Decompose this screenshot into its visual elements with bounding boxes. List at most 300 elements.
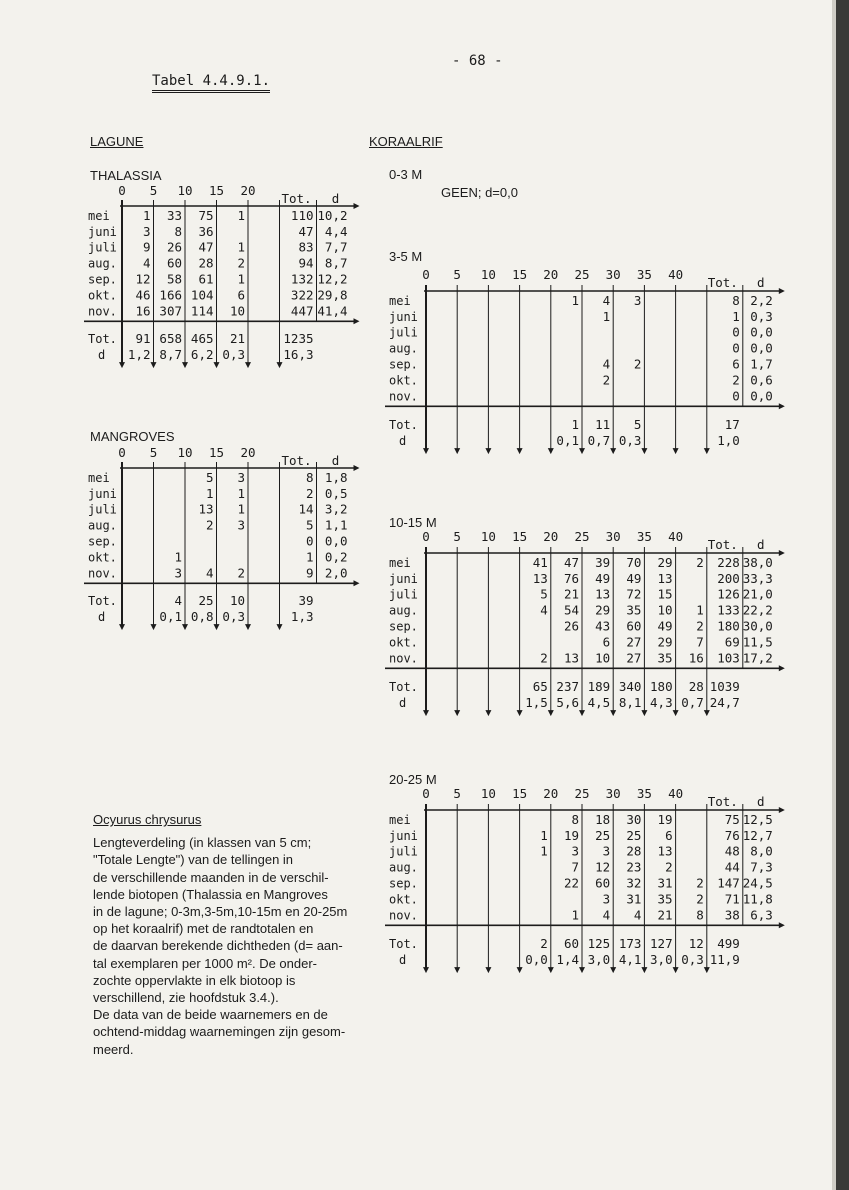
table-cell: 1 <box>602 308 611 324</box>
tot-header: Tot. <box>281 191 312 206</box>
caption-line: in de lagune; 0-3m,3-5m,10-15m en 20-25m <box>93 904 348 920</box>
row-density: 7,7 <box>324 239 348 255</box>
row-total: 0 <box>732 340 740 356</box>
row-density: 41,4 <box>317 303 348 319</box>
row-density: 8,0 <box>750 843 773 859</box>
row-label: okt. <box>389 373 418 388</box>
table-cell: 114 <box>190 303 214 319</box>
density-cell: 0,3 <box>618 433 642 449</box>
table-cell: 54 <box>563 602 579 618</box>
table-cell: 29 <box>657 554 673 570</box>
column-header-label: 10 <box>177 183 193 198</box>
row-density: 0,6 <box>750 372 773 388</box>
table-cell: 1 <box>237 485 245 501</box>
total-cell: 173 <box>618 936 642 952</box>
column-header-label: 30 <box>605 267 621 282</box>
row-label: nov. <box>88 304 117 319</box>
table-cell: 12 <box>595 859 611 875</box>
table-cell: 3 <box>237 469 245 485</box>
caption-line: "Totale Lengte") van de tellingen in <box>93 852 294 868</box>
table-cell: 1 <box>142 207 151 223</box>
row-total: 180 <box>717 618 740 634</box>
table-cell: 5 <box>540 586 548 602</box>
column-header-label: 10 <box>480 267 496 282</box>
table-cell: 35 <box>626 602 642 618</box>
table-cell: 41 <box>532 554 548 570</box>
section-lagune: LAGUNE <box>90 134 144 149</box>
table-cell: 8 <box>696 907 704 923</box>
totals-arrow <box>779 665 785 671</box>
grid-arrow <box>245 362 251 368</box>
table-cell: 3 <box>633 292 642 308</box>
row-total: 132 <box>290 271 314 287</box>
grid-arrow <box>517 448 523 454</box>
table-cell: 27 <box>626 634 642 650</box>
table-cell: 47 <box>198 239 214 255</box>
grid-arrow <box>673 967 679 973</box>
row-total: 1 <box>732 308 740 324</box>
table-cell: 8 <box>174 223 182 239</box>
table-cell: 2 <box>237 255 245 271</box>
row-density: 30,0 <box>742 618 773 634</box>
grid-arrow <box>182 362 188 368</box>
column-header-label: 15 <box>208 183 225 198</box>
grid-arrow <box>119 362 125 368</box>
row-label: sep. <box>389 619 418 634</box>
header-arrow <box>354 465 360 471</box>
grand-total: 1039 <box>709 679 740 695</box>
column-header-label: 0 <box>118 445 126 460</box>
d-header: d <box>331 453 340 468</box>
table-title-0-3m: 0-3 M <box>389 167 423 182</box>
table-cell: 29 <box>595 602 611 618</box>
column-header-label: 0 <box>422 267 430 282</box>
density-cell: 0,1 <box>556 433 579 449</box>
table-cell: 6 <box>602 634 611 650</box>
grid-arrow <box>277 362 283 368</box>
row-total: 133 <box>717 602 740 618</box>
table-cell: 39 <box>595 554 611 570</box>
table-cell: 30 <box>626 811 642 827</box>
d-header: d <box>757 537 765 552</box>
row-label: juli <box>389 325 418 340</box>
table-title-10-15m: 10-15 M <box>389 515 437 530</box>
density-cell: 0,3 <box>222 609 245 625</box>
row-label: mei <box>389 812 411 827</box>
row-total: 8 <box>305 469 314 485</box>
table-cell: 7 <box>571 859 579 875</box>
table-cell: 2 <box>237 565 245 581</box>
column-header-label: 35 <box>636 529 652 544</box>
row-label: mei <box>389 555 411 570</box>
table-cell: 1 <box>237 207 245 223</box>
table-cell: 21 <box>657 907 673 923</box>
row-label: okt. <box>88 288 117 303</box>
table-cell: 15 <box>657 586 673 602</box>
table-cell: 5 <box>205 469 214 485</box>
row-total: 0 <box>732 388 740 404</box>
table-cell: 28 <box>626 843 642 859</box>
row-label: nov. <box>88 566 117 581</box>
row-total: 447 <box>290 303 314 319</box>
grid-arrow <box>610 448 616 454</box>
row-density: 0,0 <box>324 533 348 549</box>
table-cell: 47 <box>563 554 579 570</box>
column-header-label: 20 <box>240 183 256 198</box>
row-label: sep. <box>389 357 418 372</box>
table-cell: 2 <box>696 618 704 634</box>
table-cell: 75 <box>198 207 214 223</box>
table-cell: 26 <box>563 618 579 634</box>
grid-arrow <box>548 448 554 454</box>
grid-arrow <box>704 967 710 973</box>
row-total: 2 <box>732 372 740 388</box>
caption-line: ochtend-middag waarnemingen zijn gesom- <box>93 1024 346 1040</box>
table-cell: 2 <box>696 891 704 907</box>
row-label: d <box>98 348 106 363</box>
table-cell: 22 <box>563 875 579 891</box>
row-total: 71 <box>724 891 740 907</box>
grand-total: 499 <box>717 936 740 952</box>
total-cell: 25 <box>198 593 214 609</box>
column-header-label: 15 <box>512 267 528 282</box>
row-label: aug. <box>389 341 418 356</box>
table-cell: 1 <box>696 602 704 618</box>
table-cell: 2 <box>540 650 548 666</box>
grid-arrow <box>214 624 220 630</box>
tot-header: Tot. <box>707 794 738 809</box>
grid-arrow <box>548 710 554 716</box>
table-cell: 16 <box>688 650 704 666</box>
row-label: d <box>399 696 407 711</box>
total-cell: 127 <box>650 936 673 952</box>
row-total: 322 <box>290 287 314 303</box>
row-total: 2 <box>305 485 314 501</box>
grid-arrow <box>641 448 647 454</box>
grid-arrow <box>214 362 220 368</box>
row-total: 200 <box>717 570 740 586</box>
table-cell: 28 <box>198 255 214 271</box>
table-cell: 31 <box>657 875 673 891</box>
row-total: 8 <box>732 292 740 308</box>
table-cell: 13 <box>657 570 673 586</box>
table-cell: 26 <box>166 239 182 255</box>
grid-arrow <box>485 710 491 716</box>
table-title: Tabel 4.4.9.1. <box>152 74 270 93</box>
grid-arrow <box>704 448 710 454</box>
caption-line: meerd. <box>93 1041 134 1057</box>
row-density: 12,5 <box>742 811 773 827</box>
density-cell: 6,2 <box>190 347 214 363</box>
row-total: 83 <box>298 239 314 255</box>
row-label: juli <box>88 502 117 517</box>
table-cell: 19 <box>657 811 673 827</box>
column-header-label: 5 <box>453 267 461 282</box>
table-cell: 60 <box>626 618 642 634</box>
row-total: 5 <box>305 517 314 533</box>
density-cell: 4,1 <box>618 952 642 968</box>
table-cell: 3 <box>237 517 245 533</box>
row-total: 228 <box>717 554 740 570</box>
row-density: 6,3 <box>750 907 773 923</box>
row-density: 38,0 <box>742 554 773 570</box>
table-cell: 76 <box>563 570 579 586</box>
grid-arrow <box>182 624 188 630</box>
row-label: aug. <box>88 518 117 533</box>
table-cell: 6 <box>665 827 673 843</box>
row-density: 17,2 <box>742 650 773 666</box>
table-cell: 3 <box>602 891 611 907</box>
column-header-label: 0 <box>118 183 126 198</box>
row-total: 44 <box>724 859 740 875</box>
total-cell: 12 <box>688 936 704 952</box>
row-total: 69 <box>724 634 740 650</box>
table-cell: 13 <box>595 586 611 602</box>
row-label: nov. <box>389 651 418 666</box>
grid-arrow <box>277 624 283 630</box>
table-title-thalassia: THALASSIA <box>90 168 162 183</box>
grid-arrow <box>610 967 616 973</box>
total-cell: 180 <box>650 679 673 695</box>
density-cell: 5,6 <box>556 695 579 711</box>
column-header-label: 25 <box>574 786 590 801</box>
row-density: 3,2 <box>324 501 348 517</box>
column-header-label: 5 <box>453 786 461 801</box>
row-density: 2,2 <box>750 292 773 308</box>
column-header-label: 25 <box>574 267 590 282</box>
table-cell: 1 <box>237 271 245 287</box>
caption-line: op het koraalrif) met de randtotalen en <box>93 921 314 937</box>
density-cell: 3,0 <box>650 952 673 968</box>
row-total: 147 <box>717 875 740 891</box>
table-cell: 1 <box>237 501 245 517</box>
caption-line: lende biotopen (Thalassia en Mangroves <box>93 886 328 902</box>
table-cell: 1 <box>571 292 579 308</box>
table-cell: 60 <box>595 875 611 891</box>
table-cell: 3 <box>142 223 151 239</box>
density-cell: 0,8 <box>190 609 214 625</box>
row-label: d <box>98 610 106 625</box>
density-cell: 8,1 <box>618 695 642 711</box>
row-total: 76 <box>724 827 740 843</box>
row-label: okt. <box>88 550 117 565</box>
row-total: 103 <box>717 650 740 666</box>
d-header: d <box>331 191 340 206</box>
grid-arrow <box>454 710 460 716</box>
density-cell: 4,3 <box>650 695 673 711</box>
grid-arrow <box>641 967 647 973</box>
row-density: 1,8 <box>324 469 348 485</box>
row-label: juni <box>88 486 117 501</box>
grid-arrow <box>673 710 679 716</box>
table-cell: 58 <box>166 271 182 287</box>
row-label: d <box>399 953 407 968</box>
table-cell: 29 <box>657 634 673 650</box>
grid-arrow <box>548 967 554 973</box>
table-cell: 1 <box>205 485 214 501</box>
column-header-label: 5 <box>453 529 461 544</box>
row-label: sep. <box>88 534 117 549</box>
row-label: juli <box>389 587 418 602</box>
caption-line: verschillend, zie hoofdstuk 3.4.). <box>93 990 279 1006</box>
row-total: 94 <box>298 255 314 271</box>
table-cell: 12 <box>135 271 151 287</box>
column-header-label: 20 <box>543 529 559 544</box>
row-density: 0,0 <box>750 340 773 356</box>
caption-block <box>93 811 355 1058</box>
column-header-label: 5 <box>149 183 158 198</box>
table-cell: 35 <box>657 891 673 907</box>
column-header-label: 20 <box>240 445 256 460</box>
table-cell: 13 <box>563 650 579 666</box>
density-cell: 8,7 <box>159 347 182 363</box>
total-cell: 465 <box>190 331 214 347</box>
grid-arrow <box>517 710 523 716</box>
row-total: 14 <box>298 501 314 517</box>
total-cell: 4 <box>174 593 182 609</box>
row-label: aug. <box>88 256 117 271</box>
column-header-label: 15 <box>512 786 528 801</box>
totals-arrow <box>779 922 785 928</box>
grid-arrow <box>579 448 585 454</box>
row-density: 24,5 <box>742 875 773 891</box>
grid-arrow <box>119 624 125 630</box>
density-cell: 1,4 <box>556 952 579 968</box>
column-header-label: 35 <box>636 267 652 282</box>
column-header-label: 15 <box>512 529 528 544</box>
table-cell: 43 <box>595 618 611 634</box>
table-cell: 7 <box>696 634 704 650</box>
row-density: 29,8 <box>317 287 348 303</box>
total-cell: 2 <box>540 936 548 952</box>
table-cell: 49 <box>595 570 611 586</box>
table-title-mangroves: MANGROVES <box>90 429 175 444</box>
row-total: 110 <box>290 207 314 223</box>
table-cell: 2 <box>633 356 642 372</box>
column-header-label: 30 <box>605 529 621 544</box>
density-cell: 0,1 <box>159 609 182 625</box>
grid-arrow <box>517 967 523 973</box>
column-header-label: 30 <box>605 786 621 801</box>
table-cell: 1 <box>540 827 548 843</box>
grand-total: 39 <box>298 593 314 609</box>
table-cell: 9 <box>142 239 151 255</box>
column-header-label: 5 <box>149 445 158 460</box>
row-density: 22,2 <box>742 602 773 618</box>
row-label: okt. <box>389 635 418 650</box>
column-header-label: 25 <box>574 529 590 544</box>
column-header-label: 40 <box>668 786 684 801</box>
row-label: sep. <box>389 876 418 891</box>
column-header-label: 0 <box>422 529 430 544</box>
density-cell: 0,0 <box>525 952 548 968</box>
grid-arrow <box>579 967 585 973</box>
table-cell: 166 <box>159 287 182 303</box>
row-total: 6 <box>732 356 740 372</box>
column-header-label: 35 <box>636 786 652 801</box>
total-cell: 65 <box>532 679 548 695</box>
row-density: 11,8 <box>742 891 773 907</box>
column-header-label: 40 <box>668 267 684 282</box>
table-cell: 18 <box>595 811 611 827</box>
total-cell: 5 <box>633 417 642 433</box>
table-cell: 8 <box>571 811 579 827</box>
table-cell: 16 <box>135 303 151 319</box>
row-label: Tot. <box>389 680 418 695</box>
row-total: 1 <box>305 549 314 565</box>
column-header-label: 10 <box>177 445 193 460</box>
table-cell: 4 <box>602 292 611 308</box>
total-cell: 340 <box>618 679 642 695</box>
table-cell: 33 <box>166 207 182 223</box>
grand-density: 16,3 <box>283 347 314 363</box>
table-cell: 27 <box>626 650 642 666</box>
grid-arrow <box>673 448 679 454</box>
column-header-label: 40 <box>668 529 684 544</box>
tot-header: Tot. <box>281 453 312 468</box>
table-cell: 1 <box>540 843 548 859</box>
table-cell: 19 <box>563 827 579 843</box>
total-cell: 237 <box>556 679 579 695</box>
column-header-label: 20 <box>543 267 559 282</box>
table-cell: 3 <box>174 565 182 581</box>
table-cell: 60 <box>166 255 182 271</box>
d-header: d <box>757 275 765 290</box>
grid-arrow <box>610 710 616 716</box>
table-cell: 4 <box>205 565 214 581</box>
row-density: 8,7 <box>324 255 348 271</box>
row-label: d <box>399 434 407 449</box>
density-cell: 3,0 <box>587 952 611 968</box>
table-cell: 49 <box>626 570 642 586</box>
row-total: 47 <box>298 223 314 239</box>
table-note-0-3m: GEEN; d=0,0 <box>441 185 518 200</box>
row-label: nov. <box>389 908 418 923</box>
grid-arrow <box>641 710 647 716</box>
table-cell: 2 <box>696 554 704 570</box>
table-cell: 72 <box>626 586 642 602</box>
row-label: sep. <box>88 272 117 287</box>
caption-line: de daarvan berekende dichtheden (d= aan- <box>93 938 343 954</box>
grid-arrow <box>485 967 491 973</box>
row-label: Tot. <box>389 418 418 433</box>
caption-line: tal exemplaren per 1000 m². De onder- <box>93 955 318 971</box>
row-label: Tot. <box>88 332 117 347</box>
grand-density: 1,0 <box>717 433 740 449</box>
grand-total: 17 <box>724 417 740 433</box>
table-cell: 4 <box>602 356 611 372</box>
header-arrow <box>779 550 785 556</box>
totals-arrow <box>354 318 360 324</box>
table-cell: 1 <box>571 907 579 923</box>
table-cell: 13 <box>198 501 214 517</box>
header-arrow <box>354 203 360 209</box>
row-density: 33,3 <box>742 570 773 586</box>
table-cell: 6 <box>237 287 245 303</box>
table-cell: 31 <box>626 891 642 907</box>
page-number: - 68 - <box>452 53 503 69</box>
caption-species: Ocyurus chrysurus <box>93 812 202 827</box>
row-density: 1,7 <box>750 356 773 372</box>
table-cell: 4 <box>142 255 151 271</box>
table-cell: 3 <box>602 843 611 859</box>
table-cell: 46 <box>135 287 151 303</box>
row-label: mei <box>389 293 411 308</box>
row-label: aug. <box>389 603 418 618</box>
grand-density: 1,3 <box>290 609 314 625</box>
row-density: 12,7 <box>742 827 773 843</box>
grid-arrow <box>423 967 429 973</box>
